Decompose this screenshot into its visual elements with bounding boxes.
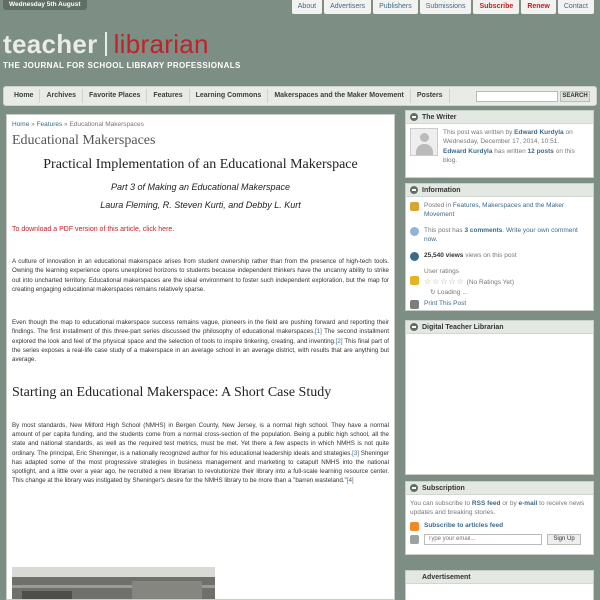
paragraph-3-text-b: Sheninger has adapted some of the most progressive strategies in business management and marketing to catapult NMHS into the national spotlight, and a little over a year ago, he recruited a new librarian to revolutionize their library into a full-scale learning resource center. This change at the library was instigated by Sheninger's desire for the NMHS library to be more than a "barren wasteland.": [12, 449, 390, 485]
footnote-ref-2[interactable]: [2]: [335, 337, 343, 345]
writer-widget: [405, 110, 594, 178]
nav-features[interactable]: Features: [147, 89, 189, 103]
photo-detail-light: [132, 581, 202, 600]
digital-widget-header: [406, 321, 593, 334]
writer-posts-link[interactable]: 12 posts: [527, 147, 554, 155]
breadcrumb-features[interactable]: Features: [36, 121, 63, 128]
mail-icon: [410, 535, 419, 544]
information-widget: [405, 183, 594, 311]
top-link-contact[interactable]: Contact: [558, 0, 594, 14]
writer-author-link[interactable]: Edward Kurdyla: [514, 129, 564, 136]
breadcrumb-current: Educational Makerspaces: [69, 121, 144, 128]
email-link[interactable]: e-mail: [518, 500, 538, 507]
paragraph-2-text-b: The second installment explored the look and feel of the physical space and the selection of tools to inspire tinkering, creating, and inventing.: [12, 328, 389, 345]
posted-in-label: Posted in: [424, 202, 453, 209]
nav-home[interactable]: Home: [8, 89, 40, 103]
search-input[interactable]: [476, 91, 558, 102]
writer-heading: The Writer: [422, 113, 457, 121]
views-count: 25,540 views: [424, 251, 464, 259]
nav-posters[interactable]: Posters: [411, 89, 450, 103]
logo-divider: [105, 32, 107, 56]
writer-widget-header: [406, 111, 593, 124]
top-links: [292, 0, 594, 14]
subscription-text: [410, 499, 589, 518]
avatar: [410, 128, 438, 156]
subscription-text-3: to receive news updates and breaking stories.: [410, 500, 585, 517]
collapse-icon[interactable]: [410, 484, 418, 492]
writer-text-2: on Wednesday, December 17, 2014, 10:51.: [443, 129, 573, 146]
print-icon: [410, 300, 419, 309]
top-link-about[interactable]: About: [292, 0, 322, 14]
rating-stars[interactable]: ☆☆☆☆☆: [424, 277, 465, 287]
article-photo: [12, 567, 215, 600]
loading-text: Loading ...: [437, 288, 468, 296]
footnote-ref-1[interactable]: [1]: [314, 328, 322, 336]
subscription-text-2: or by: [500, 500, 519, 507]
date-tab: Wednesday 5th August: [3, 0, 87, 10]
subscription-widget-header: [406, 482, 593, 495]
loading-spinner-icon: ↻: [430, 288, 436, 296]
paragraph-2-text-a: Even though the map to educational makerspace success remains vague, pioneers in the field are pushing forward and reporting their findings. The first installment of this three-part series discussed the philosophy of educational makerspaces.: [12, 319, 389, 336]
breadcrumb-home[interactable]: Home: [12, 121, 30, 128]
writer-text-1: This post was written by: [443, 129, 515, 136]
email-signup-row: [410, 534, 589, 545]
comment-icon: [410, 227, 419, 236]
views-icon: [410, 252, 419, 261]
collapse-icon[interactable]: [410, 113, 418, 121]
logo-tagline: THE JOURNAL FOR SCHOOL LIBRARY PROFESSIONALS: [3, 61, 241, 70]
footnote-ref-4[interactable]: [4]: [346, 477, 354, 485]
digital-teacher-librarian-widget: [405, 320, 594, 475]
ratings-label: User ratings: [424, 267, 460, 275]
search-button[interactable]: SEARCH: [560, 91, 590, 102]
folder-icon: [410, 202, 419, 211]
advertisement-widget: [405, 570, 594, 600]
article-subtitle: Part 3 of Making an Educational Makerspace: [110, 182, 291, 192]
posted-in-row: [410, 201, 589, 220]
print-row: [410, 299, 589, 309]
comments-link[interactable]: 3 comments: [464, 226, 503, 234]
writer-text-4: on this blog.: [443, 147, 575, 165]
no-ratings-text: (No Ratings Yet): [466, 279, 515, 287]
paragraph-3-text-a: By most standards, New Milford High School (NMHS) in Bergen County, New Jersey, is a normal high school. They have a normal amount of per capita funding, and the students come from a normal cross-section of the population. Being a public high school, all the state and national standards, as well as the required test metrics, must be met. Yet there a few aspects in which NMHS is not quite ordinary. The principal, Eric Sheninger, is a nationally recognized author for his educational leadership ideals and strategies.: [12, 421, 389, 457]
top-link-submissions[interactable]: Submissions: [420, 0, 472, 14]
writer-text: [443, 128, 589, 166]
writer-body: [406, 124, 593, 170]
information-heading: Information: [422, 186, 461, 194]
paragraph-2-text-c: This final part of the series exposes a real-life case study of a makerspace in an average school in an average district, with results that are anything but average.: [12, 337, 389, 364]
main-nav: [3, 86, 597, 106]
writer-author-link-2[interactable]: Edward Kurdyla: [443, 147, 493, 155]
footnote-ref-3[interactable]: [3]: [352, 449, 359, 457]
photo-detail-dark: [22, 591, 72, 600]
comments-row: This post has 3 comments. Write your own comment now.: [410, 226, 589, 245]
information-body: [406, 197, 593, 319]
writer-text-3: has written: [492, 147, 528, 155]
digital-heading: Digital Teacher Librarian: [422, 323, 504, 331]
subscribe-feed-row: [410, 521, 589, 531]
advertisement-heading: Advertisement: [406, 571, 593, 584]
rss-icon: [410, 522, 419, 531]
logo-word-librarian: librarian: [113, 29, 209, 59]
site-logo[interactable]: [3, 30, 241, 70]
subscription-heading: Subscription: [422, 484, 465, 492]
nav-favorite-places[interactable]: Favorite Places: [83, 89, 147, 103]
section-title: Educational Makerspaces: [12, 133, 156, 148]
top-link-publishers[interactable]: Publishers: [373, 0, 418, 14]
sign-up-button[interactable]: Sign Up: [547, 534, 581, 545]
logo-word-teacher: teacher: [3, 29, 98, 59]
ratings-row: [410, 267, 589, 297]
collapse-icon[interactable]: [410, 323, 418, 331]
top-link-renew[interactable]: Renew: [521, 0, 556, 14]
subscribe-feed-link[interactable]: Subscribe to articles feed: [424, 521, 504, 529]
top-link-advertisers[interactable]: Advertisers: [324, 0, 371, 14]
top-link-subscribe[interactable]: Subscribe: [473, 0, 519, 14]
subscription-widget: [405, 481, 594, 555]
paragraph-1: A culture of innovation in an educational makerspace arises from student ownership rather than from the presence of high-tech tools. Owning the learning experience opens unexplored horizons to students because independent thinkers have the uncanny ability to strike out into uncharted territory. Educational makerspaces are the ideal environment to foster such independent exploration, but the map for creating engaging educational makerspaces remains relatively sparse.: [12, 258, 389, 293]
views-row: [410, 251, 589, 261]
top-bar: [0, 0, 600, 14]
rss-feed-link[interactable]: RSS feed: [471, 500, 501, 507]
paragraph-3: [7, 421, 394, 486]
subscription-text-1: You can subscribe to: [410, 500, 472, 507]
paragraph-2: [7, 318, 394, 364]
nav-archives[interactable]: Archives: [40, 89, 83, 103]
write-comment-link[interactable]: Write your own comment now.: [424, 226, 578, 244]
email-field[interactable]: [424, 534, 542, 545]
breadcrumb: Home » Features » Educational Makerspaces: [12, 121, 144, 128]
nav-learning-commons[interactable]: Learning Commons: [190, 89, 269, 103]
case-study-heading: Starting an Educational Makerspace: A Short Case Study: [12, 384, 332, 400]
category-links[interactable]: Features, Makerspaces and the Maker Movement: [424, 202, 565, 219]
article-title: Practical Implementation of an Educational Makerspace: [43, 157, 358, 172]
collapse-icon[interactable]: [410, 186, 418, 194]
subscription-body: [406, 495, 593, 555]
nav-makerspaces[interactable]: Makerspaces and the Maker Movement: [268, 89, 411, 103]
article-authors: Laura Fleming, R. Steven Kurti, and Debby L. Kurt: [100, 200, 301, 210]
views-suffix: views on this post: [463, 251, 517, 259]
pdf-download-link[interactable]: To download a PDF version of this article, click here.: [12, 226, 175, 233]
print-post-link[interactable]: Print This Post: [424, 300, 467, 308]
star-icon: [410, 276, 419, 285]
comments-label: This post has: [424, 226, 465, 234]
article-column: [6, 114, 395, 600]
information-widget-header: [406, 184, 593, 197]
